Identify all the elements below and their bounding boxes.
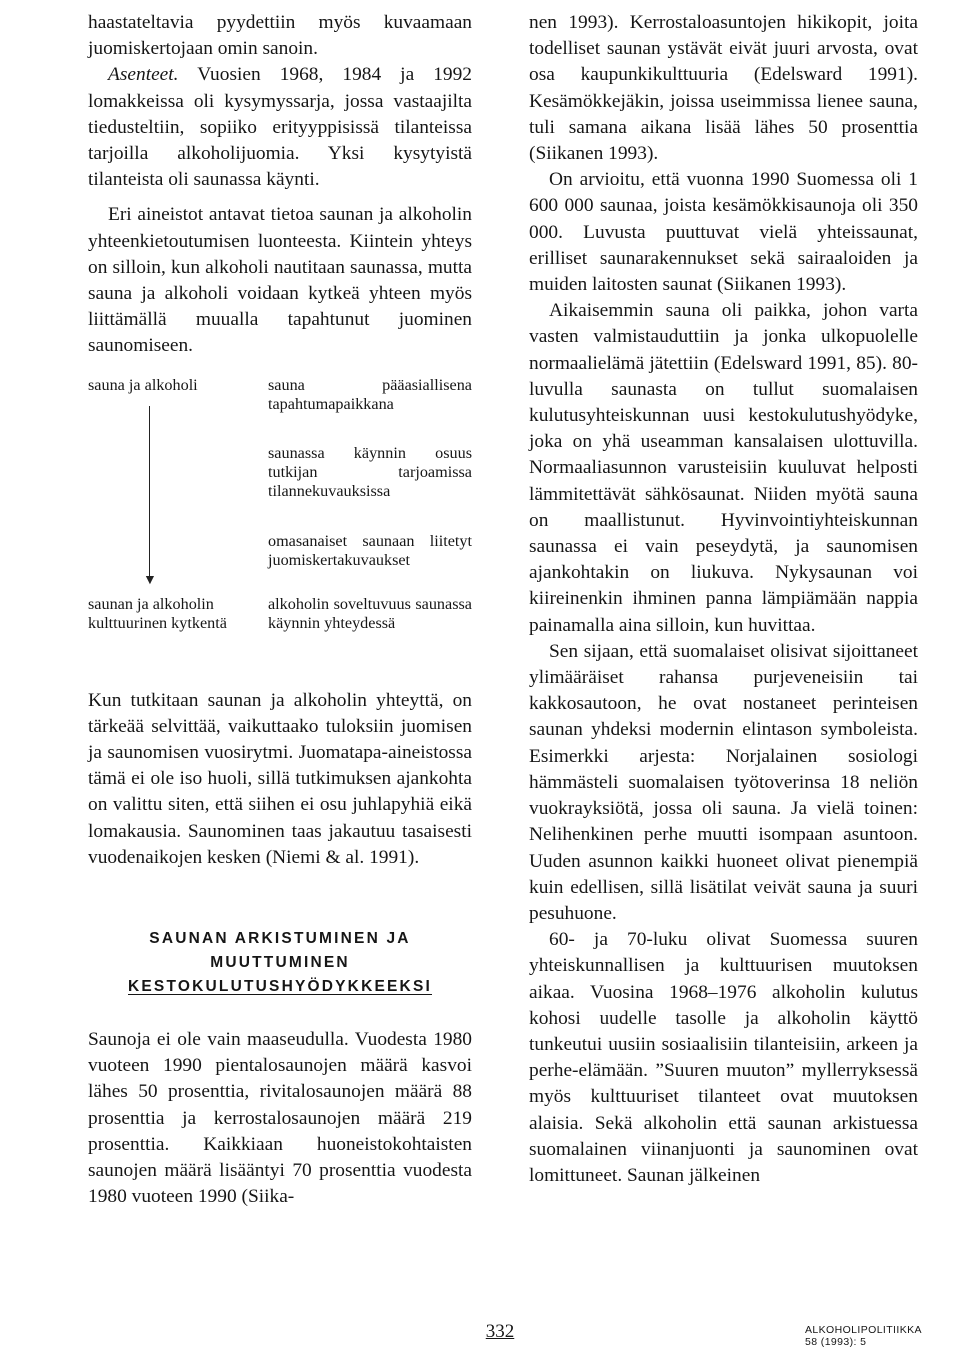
paragraph: [88, 62, 472, 193]
paragraph: haastateltavia pyydettiin myös kuvaamaan juomiskertojaan omin sanoin.: [88, 12, 472, 60]
run-in-heading: Asenteet.: [108, 64, 179, 86]
journal-issue: 58 (1993): 5: [805, 1336, 867, 1348]
paragraph: 60- ja 70-luku olivat Suomessa suuren yhteiskunnallisen ja kulttuurisen muutoksen aikaa. Vuosina 1968–1976 alkoholin kulutus kohosi uudelle tasolle ja alkoholin käyttö tunkeutui uusiin sosiaalisiin tilanteisiin, arkeen ja perhe-elämään. ”Suuren muuton” myllerryksessä myös kulttuuriset tilanteet ovat muutoksen alaisia. Sekä alkoholin että saunan arkistuessa suomalainen viinanjuonti ja saunominen ovat lomittuneet. Saunan jälkeinen: [529, 929, 918, 1186]
section-heading: [88, 927, 472, 999]
paragraph: nen 1993). Kerrostaloasuntojen hikikopit, joita todelliset saunan ystävät eivät juuri arvosta, ovat osa kaupunkikulttuuria (Edelsward 1991). Kesämökkejäkin, joissa useimmissa lienee sauna, tuli samana aikana lisää lähes 50 prosenttia (Siikanen 1993).: [529, 12, 918, 165]
diagram-label-line: saunan ja alkoholin: [88, 594, 214, 613]
page-number: 332: [485, 1321, 515, 1342]
journal-name: ALKOHOLIPOLITIIKKA: [805, 1324, 922, 1336]
paragraph: Eri aineistot antavat tietoa saunan ja alkoholin yhteenkietoutumisen luonteesta. Kiintein yhteys on silloin, kun alkoholi nautitaan saunassa, mutta sauna ja alkoholi voidaan kytkeä yhteen myös liittämällä muualla tapahtunut juominen saunomiseen.: [88, 204, 472, 357]
diagram-label-top-left: sauna ja alkoholi: [88, 375, 198, 394]
paragraph: Aikaisemmin sauna oli paikka, johon varta vasten valmistauduttiin ja jonka ulkopuolelle normaalielämä jätettiin (Edelsward 1991, 85). 80-luvulla saunasta on tullut suomalaisen kulutusyhteiskunnan uusi kestokulutushyödyke, joka on yhä useamman kansalaisen ulottuvilla. Normaaliasunnon varusteisiin kuuluvat helposti lämmitettävät sähkösaunat. Niiden myötä sauna on maallistunut. Hyvinvointiyhteiskunnan saunassa ei vain peseydytä, ja saunomisen ajankohtakin on liukuva. Nykysaunan voi kiireinenkin ihminen panna lämpiämään nappia painamalla aina silloin, kun huvittaa.: [529, 300, 918, 636]
paragraph: On arvioitu, että vuonna 1990 Suomessa oli 1 600 000 saunaa, joista kesämökkisaunoja oli 350 000. Luvusta puuttuvat vielä yhteissaunat, erilliset saunarakennukset sekä sairaaloiden ja muiden laitosten saunat (Siikanen 1993).: [529, 169, 918, 296]
diagram-label-line: kulttuurinen kytkentä: [88, 613, 227, 632]
journal-reference: [805, 1324, 922, 1348]
section-heading-line: MUUTTUMINEN: [210, 954, 350, 972]
diagram-label-right-3: omasanaiset saunaan liitetyt juomiskertakuvaukset: [268, 531, 472, 569]
paragraph: Sen sijaan, että suomalaiset olisivat sijoittaneet ylimääräiset rahansa purjeveneisiin tai kakkosautoon, he ovat nostaneet perinteisen saunan yhdeksi modernin elintason symboleista. Esimerkki arjesta: Norjalainen sosiologi hämmästeli suomalaisen työtoverinsa 18 neliön vuokrayksiötä, jossa oli sauna. Ja vielä toinen: Nelihenkinen perhe muutti isompaan asuntoon. Uuden asunnon kaikki huoneet olivat pienempiä kuin edellisen, sillä lisätilat veivät sauna ja suuri pesuhuone.: [529, 640, 918, 924]
diagram-label-right-4: alkoholin soveltuvuus saunassa käynnin yhteydessä: [268, 594, 472, 632]
section-heading-line: SAUNAN ARKISTUMINEN JA: [149, 930, 411, 948]
diagram-label-right-2: saunassa käynnin osuus tutkijan tarjoamissa tilannekuvauksissa: [268, 443, 472, 500]
left-column: [88, 10, 472, 1210]
diagram-arrow-line: [149, 406, 150, 581]
arrow-down-icon: ▼: [143, 572, 157, 588]
right-column: [529, 10, 918, 1189]
diagram: [88, 376, 472, 666]
paragraph: Kun tutkitaan saunan ja alkoholin yhteyttä, on tärkeää selvittää, vaikuttaako tuloksiin juomisen ja saunomisen vuosirytmi. Juomatapa-aineistossa tämä ei ole iso huoli, sillä tutkimuksen ajankohta on valittu siten, että siihen ei osu juhlapyhiä eikä lomakausia. Saunominen taas jakautuu tasaisesti vuodenaikojen kesken (Niemi & al. 1991).: [88, 689, 472, 868]
paragraph-text: Vuosien 1968, 1984 ja 1992 lomakkeissa oli kysymyssarja, jossa vastaajilta tiedusteltiin, sopiiko erityyppisissä tilanteissa tarjoilla alkoholijuomia. Yksi kysytyistä tilanteista oli saunassa käynti.: [88, 64, 472, 191]
section-heading-line: KESTOKULUTUSHYÖDYKKEEKSI: [128, 978, 432, 996]
paragraph: Saunoja ei ole vain maaseudulla. Vuodesta 1980 vuoteen 1990 pientalosaunojen määrä kasvoi lähes 50 prosenttia, rivitalosaunojen määrä 88 prosenttia ja kerrostalosaunojen määrä 219 prosenttia. Kaikkiaan huoneistokohtaisten saunojen määrä lisääntyi 70 prosenttia vuodesta 1980 vuoteen 1990 (Siika-: [88, 1029, 472, 1208]
diagram-label-right-1: sauna pääasiallisena tapahtumapaikkana: [268, 375, 472, 413]
diagram-label-bottom-left: [88, 595, 258, 633]
